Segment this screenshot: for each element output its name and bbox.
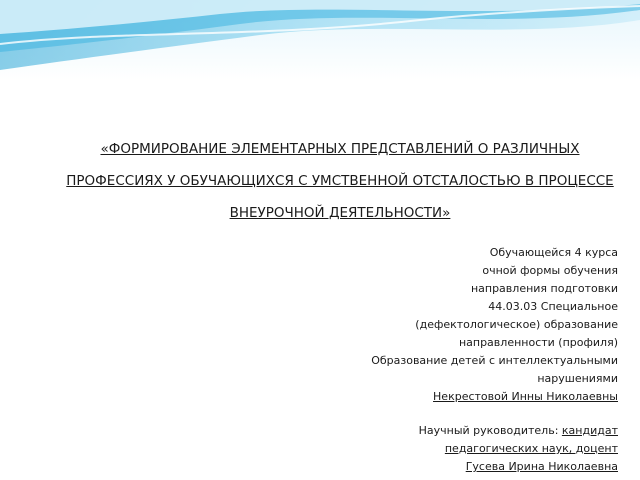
supervisor-label: Научный руководитель: bbox=[418, 424, 559, 437]
supervisor-line bbox=[318, 422, 618, 440]
slide-title bbox=[60, 133, 620, 229]
decorative-wave-header bbox=[0, 0, 640, 80]
author-info-block bbox=[318, 244, 618, 476]
supervisor-degree-cont: педагогических наук, доцент bbox=[444, 442, 618, 455]
student-line: направления подготовки bbox=[470, 282, 618, 295]
slide-title-text: «ФОРМИРОВАНИЕ ЭЛЕМЕНТАРНЫХ ПРЕДСТАВЛЕНИЙ О РАЗЛИЧНЫХ ПРОФЕССИЯХ У ОБУЧАЮЩИХСЯ С УМСТВЕННОЙ ОТСТАЛОСТЬЮ В ПРОЦЕССЕ ВНЕУРОЧНОЙ ДЕЯТЕЛЬНОСТИ» bbox=[66, 141, 614, 221]
student-line: Обучающейся 4 курса bbox=[489, 246, 618, 259]
student-line: (дефектологическое) образование bbox=[415, 318, 618, 331]
student-line: направленности (профиля) bbox=[458, 336, 618, 349]
student-line: 44.03.03 Специальное bbox=[488, 300, 618, 313]
supervisor-degree: кандидат bbox=[561, 424, 618, 437]
supervisor-name: Гусева Ирина Николаевна bbox=[465, 460, 618, 473]
student-line: Образование детей с интеллектуальными bbox=[371, 354, 618, 367]
student-name: Некрестовой Инны Николаевны bbox=[433, 390, 618, 403]
student-line: нарушениями bbox=[537, 372, 618, 385]
student-line: очной формы обучения bbox=[482, 264, 618, 277]
spacer bbox=[318, 406, 618, 422]
